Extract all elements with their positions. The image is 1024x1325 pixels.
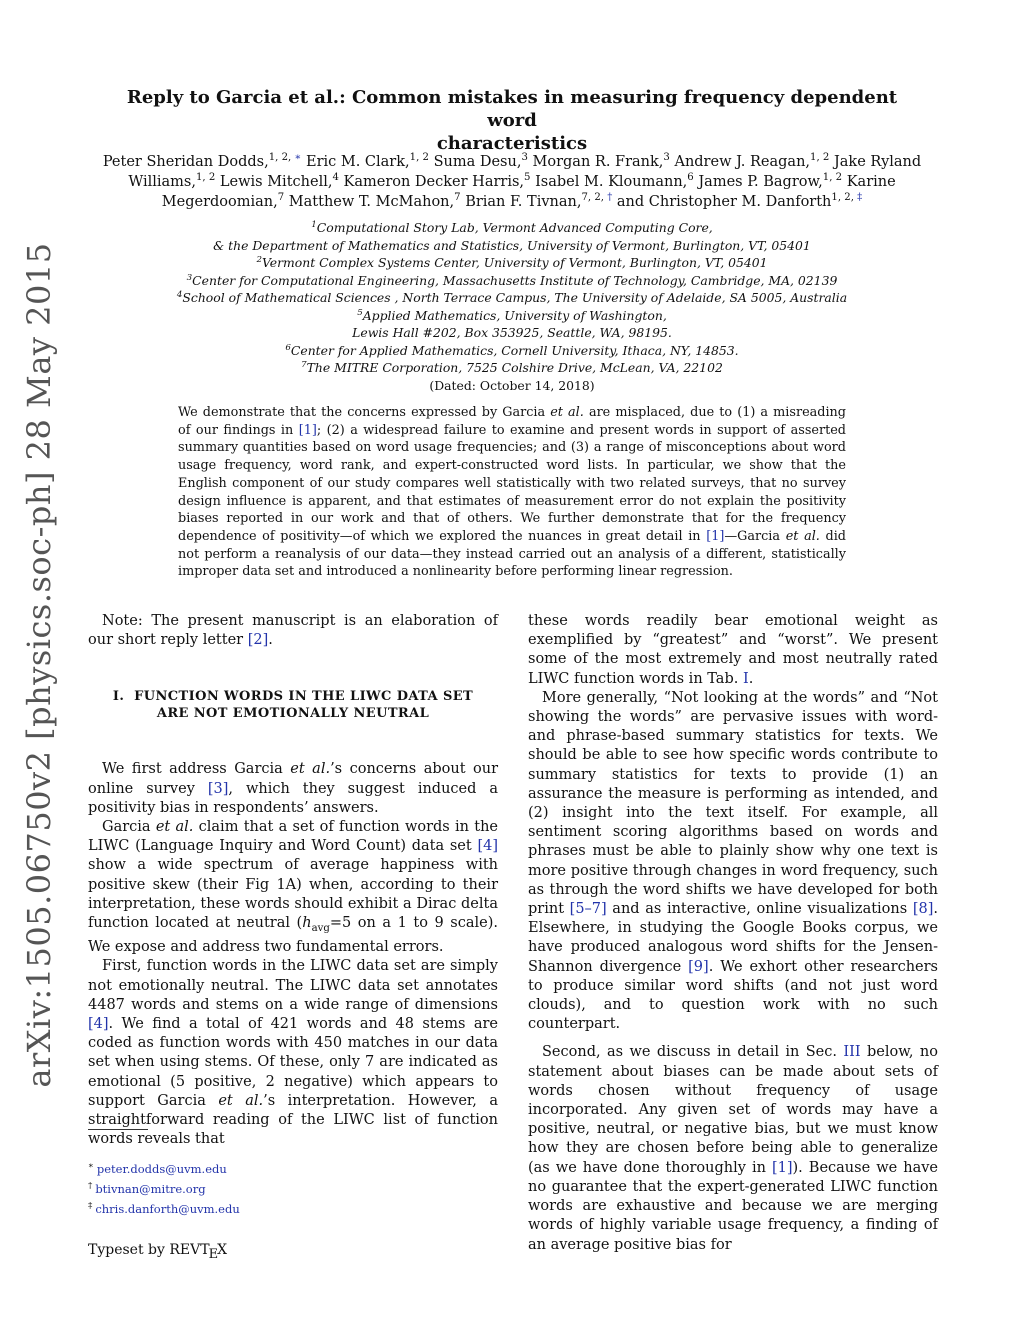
body-paragraph: We first address Garcia et al.’s concerns about our online survey [3], which they suggest induced a positivity bias in respondents’ answers. xyxy=(88,761,498,816)
citation-link[interactable]: [3] xyxy=(207,780,229,797)
body-paragraph: these words readily bear emotional weight as exemplified by “greatest” and “worst”. We present some of the most extremely and most neutrally rated LIWC function words in Tab. I. xyxy=(528,613,938,687)
author: Karine Megerdoomian, xyxy=(161,174,896,210)
arxiv-id-text: arXiv:1505.06750v2 [physics.soc-ph] 28 May 2015 xyxy=(20,242,58,1088)
dated-line: (Dated: October 14, 2018) xyxy=(429,377,595,393)
author: Lewis Mitchell, xyxy=(219,174,333,190)
author: Andrew J. Reagan, xyxy=(674,154,811,170)
footnote-mark[interactable]: ∗ xyxy=(294,152,302,164)
citation-link[interactable]: [1] xyxy=(706,528,725,544)
author: Matthew T. McMahon, xyxy=(288,194,455,210)
affiliation: $^3$Center for Computational Engineering, Massachusetts Institute of Technology, Cambridge, MA, 02139 xyxy=(186,272,838,288)
author-list: Peter Sheridan Dodds,$^{1, 2,}$ ∗ Eric M. Clark,$^{1, 2}$ Suma Desu,$^3$ Morgan R. Frank,$^3$ Andrew J. Reagan,$^{1, 2}$ Jake Ryland Williams,$^{1, 2}$ Lewis Mitchell,$^4$ Kameron Decker Harris,$^5$ Isabel M. Kloumann,$^6$ James P. Bagrow,$^{1, 2}$ Karine Megerdoomian,$^7$ Matthew T. McMahon,$^7$ Brian F. Tivnan,$^{7, 2,}$ † and Christopher M. Danforth$^{1, 2,}$ ‡ xyxy=(102,152,922,210)
author: Brian F. Tivnan, xyxy=(465,194,582,210)
typeset-line: Typeset by REVTEX xyxy=(88,1242,228,1262)
abstract: We demonstrate that the concerns expressed by Garcia et al. are misplaced, due to (1) a misreading of our findings in [1]; (2) a widespread failure to examine and present words in support of asserted summary quantities based on word usage frequencies; and (3) a range of misconceptions about word usage frequency, word rank, and expert-constructed word lists. In particular, we show that the English component of our study compares well statistically with two related surveys, that no survey design influence is apparent, and that estimates of measurement error do not explain the positivity biases reported in our work and that of others. We further demonstrate that for the frequency dependence of positivity—of which we explored the nuances in great detail in [1]—Garcia et al. did not perform a reanalysis of our data—they instead carried out an analysis of a different, statistically improper data set and introduced a nonlinearity before performing linear regression. xyxy=(178,405,847,580)
citation-link[interactable]: [4] xyxy=(88,1015,109,1032)
body-paragraph: Second, as we discuss in detail in Sec. III below, no statement about biases can be made about sets of words chosen without frequency of usage incorporated. Any given set of words may have a positive, neutral, or negative bias, but we must know how they are chosen before being able to generalize (as we have done thoroughly in [1]). Because we have no guarantee that the expert-generated LIWC function words are exhaustive and because we are merging words of highly variable usage frequency, a finding of an average positive bias for xyxy=(528,1044,938,1253)
affiliation: $^5$Applied Mathematics, University of Washington, xyxy=(357,307,667,323)
author: Peter Sheridan Dodds, xyxy=(102,154,269,170)
email-link[interactable]: btivnan@mitre.org xyxy=(95,1181,206,1196)
footnote-mark[interactable]: † xyxy=(607,192,613,204)
arxiv-identifier xyxy=(20,242,58,1088)
email-link[interactable]: chris.danforth@uvm.edu xyxy=(95,1201,240,1216)
affiliation: Lewis Hall #202, Box 353925, Seattle, WA, 98195. xyxy=(352,325,672,340)
footnote: ‡ chris.danforth@uvm.edu xyxy=(88,1200,240,1216)
citation-link[interactable]: [1] xyxy=(298,422,317,438)
affiliation: $^7$The MITRE Corporation, 7525 Colshire Drive, McLean, VA, 22102 xyxy=(301,359,723,375)
body-paragraph: First, function words in the LIWC data set are simply not emotionally neutral. The LIWC data set annotates 4487 words and stems on a wide range of dimensions [4]. We find a total of 421 words and 48 stems are coded as function words with 450 matches in our data set when using stems. Of these, only 7 are indicated as emotional (5 positive, 2 negative) which appears to support Garcia et al.’s interpretation. However, a straightforward reading of the LIWC list of function words reveals that xyxy=(88,958,498,1148)
citation-link[interactable]: [1] xyxy=(771,1159,793,1176)
author: Morgan R. Frank, xyxy=(532,154,664,170)
email-link[interactable]: peter.dodds@uvm.edu xyxy=(96,1161,227,1176)
affiliation: $^2$Vermont Complex Systems Center, University of Vermont, Burlington, VT, 05401 xyxy=(256,254,768,270)
author: Jake Ryland Williams, xyxy=(128,154,922,190)
author: Eric M. Clark, xyxy=(305,154,410,170)
footnote-rule xyxy=(88,1129,148,1130)
author: Kameron Decker Harris, xyxy=(343,174,525,190)
author: James P. Bagrow, xyxy=(698,174,823,190)
author: Isabel M. Kloumann, xyxy=(535,174,688,190)
affiliations xyxy=(100,219,924,394)
affiliation: $^4$School of Mathematical Sciences , North Terrace Campus, The University of Adelaide, SA 5005, Australia xyxy=(176,289,848,305)
title-line-1: Reply to Garcia et al.: Common mistakes in measuring frequency dependent word xyxy=(126,87,898,131)
footnote: † btivnan@mitre.org xyxy=(88,1180,206,1196)
citation-link[interactable]: [4] xyxy=(477,838,498,855)
paper-title xyxy=(100,86,924,155)
author: Suma Desu, xyxy=(433,154,522,170)
right-column xyxy=(528,612,938,1255)
table-link[interactable]: I xyxy=(742,670,749,687)
left-column xyxy=(88,612,498,1149)
citation-link[interactable]: [2] xyxy=(247,632,269,649)
affiliation: & the Department of Mathematics and Statistics, University of Vermont, Burlington, VT, 05401 xyxy=(213,237,811,253)
footnotes xyxy=(88,1158,240,1217)
section-heading: I. FUNCTION WORDS IN THE LIWC DATA SET ARE NOT EMOTIONALLY NEUTRAL xyxy=(112,689,474,722)
body-paragraph: Garcia et al. claim that a set of function words in the LIWC (Language Inquiry and Word Count) data set [4] show a wide spectrum of average happiness with positive skew (their Fig 1A) when, according to their interpretation, these words should exhibit a Dirac delta function located at neutral ($h_{avg}=5$ on a 1 to 9 scale). We expose and address two fundamental errors. xyxy=(88,819,498,956)
affiliation: $^1$Computational Story Lab, Vermont Advanced Computing Core, xyxy=(311,219,713,235)
section-link[interactable]: III xyxy=(843,1044,861,1061)
footnote: ∗ peter.dodds@uvm.edu xyxy=(88,1161,227,1176)
citation-link[interactable]: [8] xyxy=(912,901,934,918)
citation-link[interactable]: [5–7] xyxy=(569,901,607,918)
affiliation: $^6$Center for Applied Mathematics, Cornell University, Ithaca, NY, 14853. xyxy=(285,342,739,358)
note-paragraph: Note: The present manuscript is an elaboration of our short reply letter [2]. xyxy=(88,613,498,649)
title-line-2: characteristics xyxy=(436,133,588,154)
footnote-mark[interactable]: ‡ xyxy=(857,192,863,204)
citation-link[interactable]: [9] xyxy=(688,958,709,975)
author: and Christopher M. Danforth xyxy=(616,194,832,210)
body-paragraph: More generally, “Not looking at the words” and “Not showing the words” are pervasive issues with word- and phrase-based summary statistics for texts. We should be able to see how specific words contribute to summary statistics for texts to provide (1) an assurance the measure is performing as intended, and (2) insight into the text itself. For example, all sentiment scoring algorithms based on words and phrases must be able to plainly show why one text is more positive through changes in word frequency, such as through the word shifts we have developed for both print [5–7] and as interactive, online visualizations [8]. Elsewhere, in studying the Google Books corpus, we have produced analogous word shifts for the Jensen-Shannon divergence [9]. We exhort other researchers to produce similar word shifts (and not just word clouds), and to question work with no such counterpart. xyxy=(528,689,938,1033)
